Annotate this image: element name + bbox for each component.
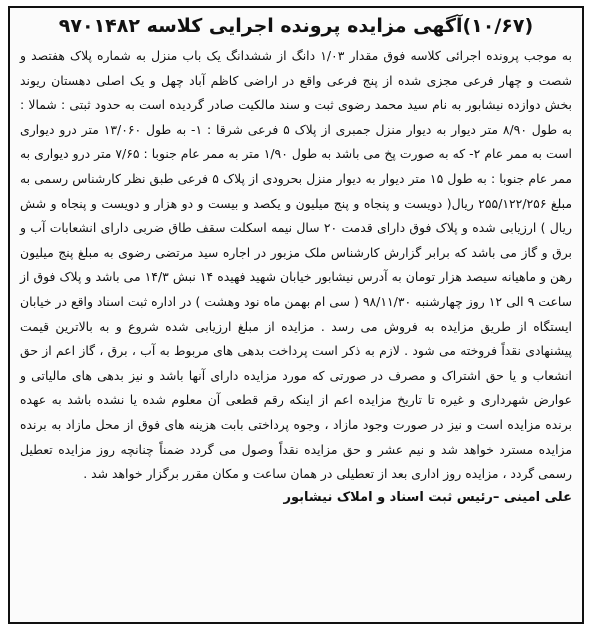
auction-notice: [8, 6, 584, 624]
notice-body: به موجب پرونده اجرائی کلاسه فوق مقدار ۱/۰۳ دانگ از ششدانگ یک باب منزل به شماره پلاک هفتصد و شصت و چهار فرعی مجزی شده از پنج فرعی واقع در اراضی کاظم آباد چهل و یک اصلی دهستان ریوند بخش دوازده نیشابور به نام سید محمد رضوی ثبت و سند مالکیت صادر گردیده است به حدود ثبتی : شمالا : به طول ۸/۹۰ متر دیوار به دیوار منزل جمبری از پلاک ۵ فرعی شرقا : ۱- به طول ۱۳/۰۶۰ متر درو دیواری است به ممر عام ۲- که به صورت پخ می باشد به طول ۱/۹۰ متر به ممر عام جنوبا : ۷/۶۵ متر درو دیواری به ممر عام جنوبا : به طول ۱۵ متر دیوار به دیوار منزل بحرودی از پلاک ۵ فرعی طبق نظر کارشناس رسمی به مبلغ ۲۵۵/۱۲۲/۲۵۶ ریال( دویست و پنجاه و پنج میلیون و یکصد و بیست و دو هزار و دویست و پنجاه و شش ریال ) ارزیابی شده و پلاک فوق دارای قدمت ۲۰ سال نیمه اسکلت سقف طاق ضربی دارای انشعابات آب و برق و گاز می باشد که برابر گزارش کارشناس ملک مزبور در اجاره سید مرتضی رضوی به مبلغ پنج میلیون رهن و ماهیانه سیصد هزار تومان به آدرس نیشابور خیابان شهید فهیده ۱۴ نبش ۱۴/۳ می باشد و پلاک فوق از ساعت ۹ الی ۱۲ روز چهارشنبه ۹۸/۱۱/۳۰ ( سی ام بهمن ماه نود وهشت ) در اداره ثبت اسناد واقع در خیابان ایستگاه از طریق مزایده به فروش می رسد . مزایده از مبلغ ارزیابی شده شروع و به بالاترین قیمت پیشنهادی نقداً فروخته می شود . لازم به ذکر است پرداخت بدهی های مربوط به آب ، برق ، گاز اعم از حق انشعاب و یا حق اشتراک و مصرف در صورتی که مورد مزایده دارای آنها باشد و نیز بدهی های مالیاتی و عوارض شهرداری و غیره تا تاریخ مزایده اعم از اینکه رقم قطعی آن معلوم شده یا نشده باشد به عهده برنده مزایده است و نیز در صورت وجود مازاد ، وجوه پرداختی بابت هزینه های فوق از محل مازاد به برنده مزایده مسترد خواهد شد و نیم عشر و حق مزایده نقداً وصول می گردد ضمناً چنانچه روز مزایده تعطیل رسمی گردد ، مزایده روز اداری بعد از تعطیلی در همان ساعت و مکان مقرر برگزار خواهد شد .: [20, 48, 573, 482]
notice-title: (۱۰/۶۷)آگهی مزایده پرونده اجرایی کلاسه ۹۷۰۱۴۸۲: [58, 15, 534, 37]
notice-signature: علی امینی –رئیس ثبت اسناد و املاک نیشابور: [283, 489, 572, 505]
